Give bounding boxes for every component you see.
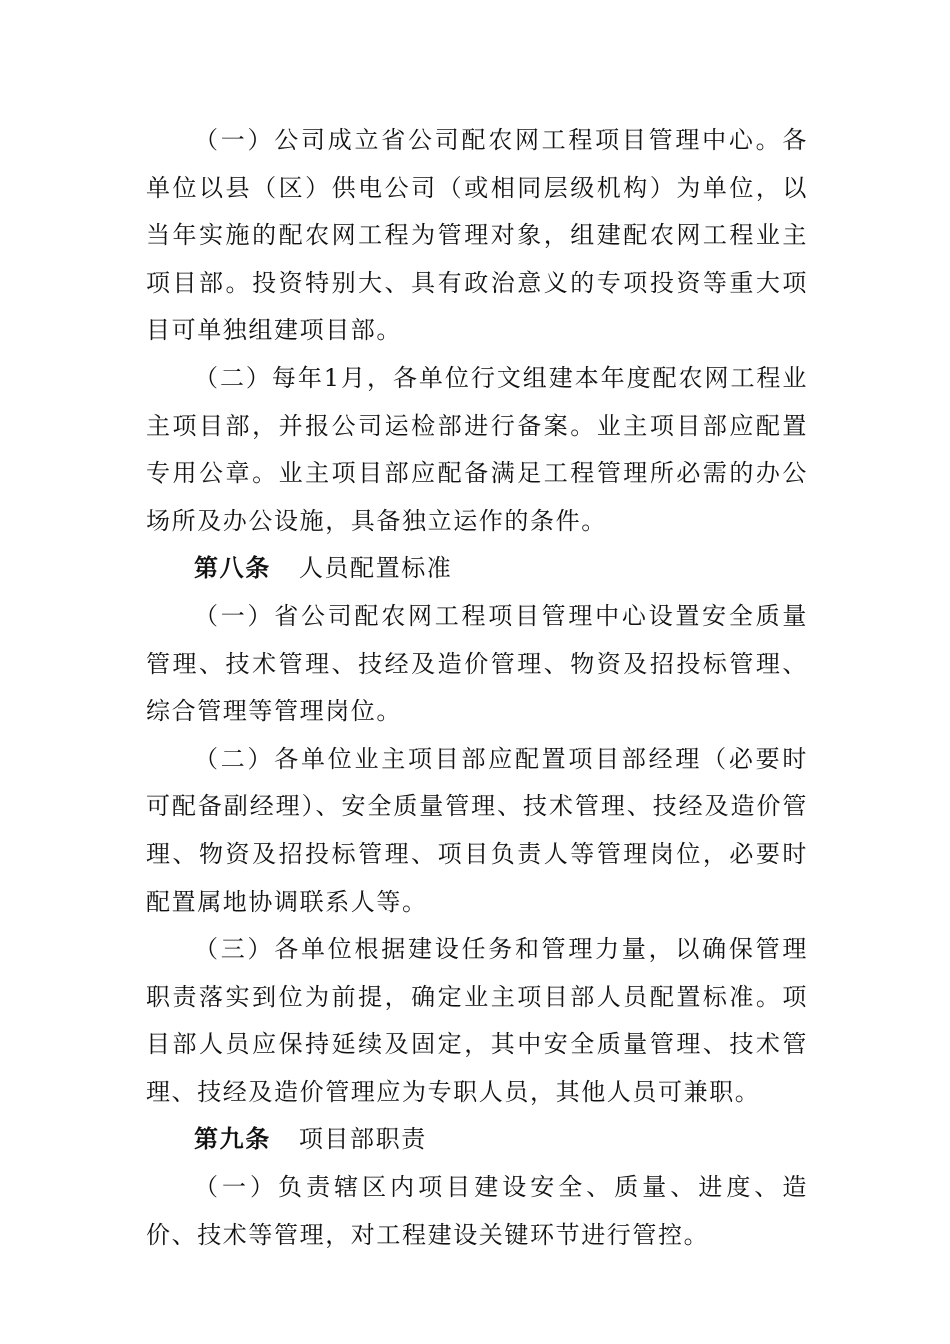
article-9-heading xyxy=(146,1116,808,1164)
paragraph-org-1: （一）公司成立省公司配农网工程项目管理中心。各单位以县（区）供电公司（或相同层级机构）为单位，以当年实施的配农网工程为管理对象，组建配农网工程业主项目部。投资特别大、具有政治意义的专项投资等重大项目可单独组建项目部。 xyxy=(146,126,808,345)
article-8-paragraph-3: （三）各单位根据建设任务和管理力量，以确保管理职责落实到位为前提，确定业主项目部人员配置标准。项目部人员应保持延续及固定，其中安全质量管理、技术管理、技经及造价管理应为专职人员，其他人员可兼职。 xyxy=(146,935,808,1106)
article-8-paragraph-2: （二）各单位业主项目部应配置项目部经理（必要时可配备副经理）、安全质量管理、技术管理、技经及造价管理、物资及招投标管理、项目负责人等管理岗位，必要时配置属地协调联系人等。 xyxy=(146,744,808,916)
document-body xyxy=(146,117,808,1259)
article-8-title: 人员配置标准 xyxy=(298,554,453,583)
article-8-heading xyxy=(146,545,808,593)
article-9-title: 项目部职责 xyxy=(298,1125,427,1154)
article-9-number: 第九条 xyxy=(194,1125,271,1154)
article-8-paragraph-1: （一）省公司配农网工程项目管理中心设置安全质量管理、技术管理、技经及造价管理、物资及招投标管理、综合管理等管理岗位。 xyxy=(146,601,808,726)
article-9-paragraph-1: （一）负责辖区内项目建设安全、质量、进度、造价、技术等管理，对工程建设关键环节进行管控。 xyxy=(146,1173,808,1249)
article-8-number: 第八条 xyxy=(194,554,271,583)
paragraph-org-2: （二）每年1月，各单位行文组建本年度配农网工程业主项目部，并报公司运检部进行备案。业主项目部应配置专用公章。业主项目部应配备满足工程管理所必需的办公场所及办公设施，具备独立运作的条件。 xyxy=(146,363,808,535)
